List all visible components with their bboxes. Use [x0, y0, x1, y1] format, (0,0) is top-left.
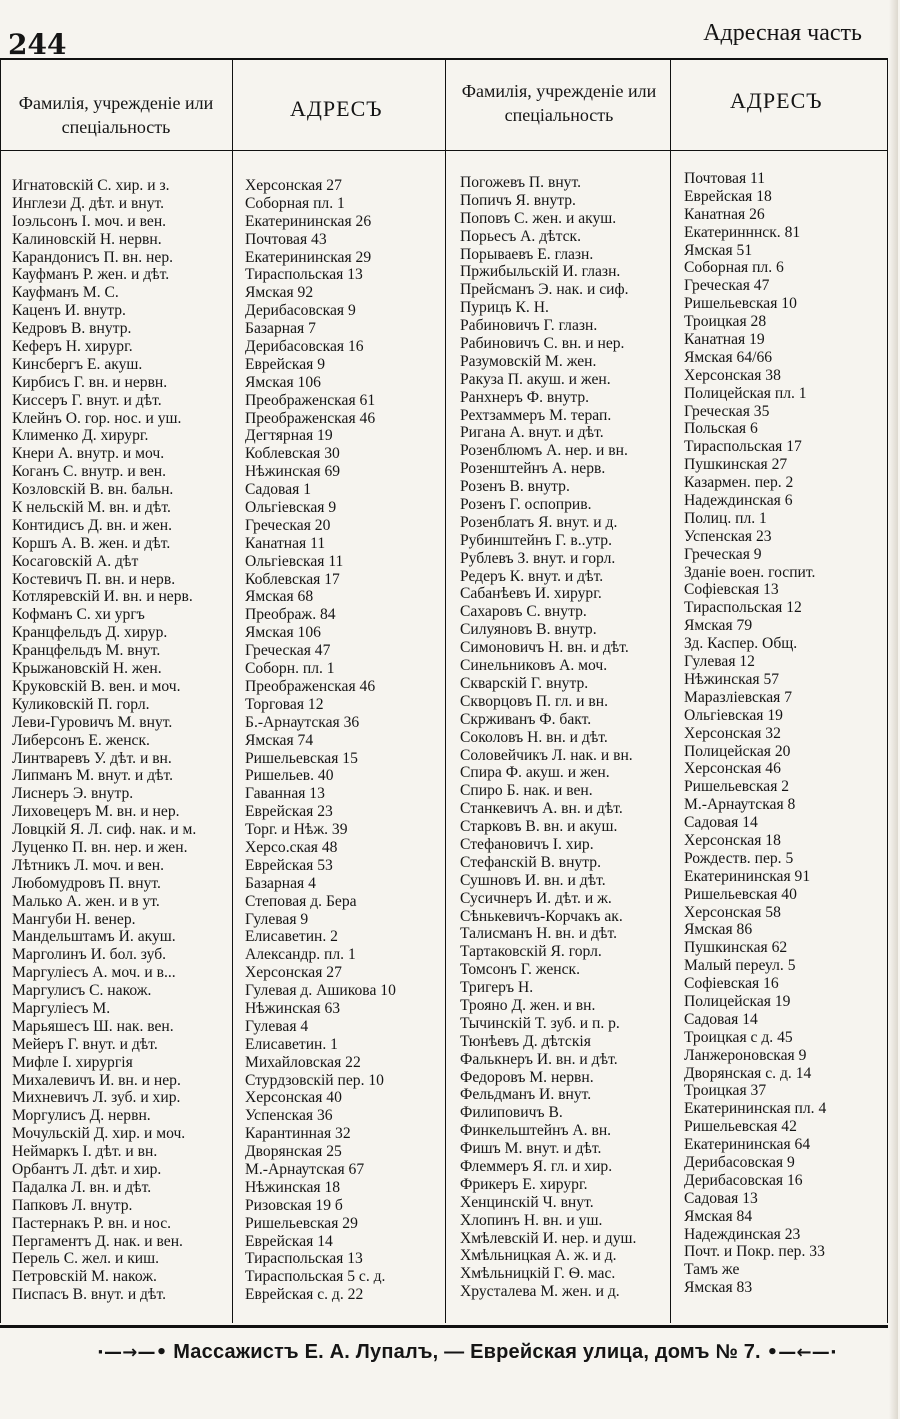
directory-address: Степовая д. Бера — [245, 892, 357, 910]
directory-name: Порьесъ А. дѣтск. — [460, 227, 582, 245]
directory-address: Херсонская 27 — [245, 177, 342, 194]
directory-address: Полицейская 19 — [684, 992, 791, 1010]
directory-address: Тираспольская 13 — [245, 1250, 363, 1268]
directory-address: Греческая 9 — [684, 545, 762, 563]
directory-name: Игнатовскій С. хир. и з. — [12, 177, 170, 194]
running-head: Адресная часть — [703, 20, 862, 46]
directory-name: Флеммеръ Я. гл. и хир. — [460, 1157, 613, 1175]
directory-address: Тамъ же — [684, 1261, 740, 1279]
left-border — [0, 58, 1, 1323]
directory-address: Греческая 47 — [684, 277, 770, 295]
advertisement — [82, 1341, 852, 1364]
directory-name: Клименко Д. хирург. — [12, 427, 149, 445]
directory-address: М.-Арнаутская 67 — [245, 1160, 365, 1178]
column-divider-2 — [445, 58, 446, 1323]
directory-address: Троицкая 37 — [684, 1082, 767, 1100]
page-number: 244 — [8, 28, 67, 61]
directory-address: Нѣжинская 57 — [684, 670, 780, 688]
directory-address: Ришельевская 15 — [245, 749, 358, 767]
directory-name: Спиро Б. нак. и вен. — [460, 782, 593, 800]
left-addresses-column — [245, 177, 441, 1304]
directory-name: Хмѣльницкій Г. Ѳ. мас. — [460, 1265, 616, 1283]
directory-name: Малько А. жен. и в ут. — [12, 892, 160, 910]
directory-name: Леви-Гуровичъ М. внут. — [12, 713, 173, 731]
directory-address: Ямская 79 — [684, 617, 753, 635]
directory-name: Писпасъ В. внут. и дѣт. — [12, 1286, 167, 1304]
advertisement-text: Массажистъ Е. А. Лупалъ, — Еврейская улица, домъ № 7. — [173, 1341, 761, 1363]
directory-name: Михневичъ Л. зуб. и хир. — [12, 1089, 181, 1107]
directory-name: Спира Ф. акуш. и жен. — [460, 764, 610, 782]
directory-address: Ольгіевская 19 — [684, 706, 783, 724]
directory-address: Надеждинская 6 — [684, 492, 793, 510]
directory-name: Рабиновичъ С. вн. и нер. — [460, 335, 625, 353]
directory-address: Ришельевская 2 — [684, 778, 790, 796]
right-addresses-column — [684, 170, 882, 1297]
directory-name: Лиховецеръ М. вн. и нер. — [12, 803, 180, 821]
directory-address: Торговая 12 — [245, 695, 324, 713]
directory-address: Базарная 7 — [245, 320, 316, 338]
directory-address: Херсонская 38 — [684, 366, 781, 384]
directory-address: Пушкинская 62 — [684, 939, 788, 957]
directory-name: Моргулисъ Д. нервн. — [12, 1107, 151, 1125]
directory-address: Базарная 4 — [245, 874, 316, 892]
directory-address: Троицкая 28 — [684, 313, 767, 331]
directory-address: Садовая 14 — [684, 1010, 758, 1028]
directory-address: Греческая 20 — [245, 516, 331, 534]
directory-address: Преображ. 84 — [245, 606, 336, 624]
directory-address: Михайловская 22 — [245, 1053, 361, 1071]
directory-address: Преображенская 61 — [245, 391, 376, 409]
directory-name: Пастернакъ Р. вн. и нос. — [12, 1214, 172, 1232]
directory-name: Мейеръ Г. внут. и дѣт. — [12, 1035, 158, 1053]
left-name-heading: Фамилія, учрежденіе или спеціальность — [18, 93, 214, 137]
directory-name: Кауфманъ М. С. — [12, 284, 119, 302]
directory-name: Розенъ Г. оспоприв. — [460, 496, 592, 514]
directory-name: Прейсманъ Э. нак. и сиф. — [460, 281, 629, 299]
directory-address: Софіевская 16 — [684, 975, 779, 993]
column-divider-1 — [232, 58, 233, 1323]
directory-address: Нѣжинская 18 — [245, 1178, 341, 1196]
directory-address: Тираспольская 13 — [245, 266, 363, 284]
left-names-column — [12, 177, 226, 1304]
directory-address: Зд. Каспер. Общ. — [684, 635, 798, 653]
directory-address: Херсонская 18 — [684, 831, 781, 849]
directory-name: Кауфманъ Р. жен. и дѣт. — [12, 266, 170, 284]
directory-name: Маргуліесъ М. — [12, 999, 111, 1017]
directory-address: Екатерининская 91 — [684, 867, 811, 885]
left-ornament: ·—→—• — [97, 1342, 168, 1363]
directory-address: Херсонская 46 — [684, 760, 781, 778]
directory-name: Неймаркъ І. дѣт. и вн. — [12, 1143, 158, 1161]
column-divider-3 — [670, 58, 671, 1323]
directory-name: Хенцинскій Ч. внут. — [460, 1193, 594, 1211]
directory-name: Рехтзаммеръ М. терап. — [460, 406, 612, 424]
directory-address: Преображенская 46 — [245, 409, 376, 427]
directory-address: Тираспольская 17 — [684, 438, 802, 456]
directory-address: Гулевая 9 — [245, 910, 309, 928]
directory-name: Сушновъ И. вн. и дѣт. — [460, 871, 606, 889]
directory-address: Еврейская 53 — [245, 856, 333, 874]
directory-address: Дерибасовская 9 — [245, 302, 356, 320]
directory-address: Ланжероновская 9 — [684, 1046, 807, 1064]
directory-name: Косаговскій А. дѣт — [12, 552, 139, 570]
directory-address: Пушкинская 27 — [684, 456, 788, 474]
directory-address: Троицкая с д. 45 — [684, 1028, 793, 1046]
directory-name: Куликовскій П. горл. — [12, 695, 150, 713]
directory-address: Б.-Арнаутская 36 — [245, 713, 360, 731]
directory-address: Рождеств. пер. 5 — [684, 849, 794, 867]
directory-name: Пржибыльскій И. глазн. — [460, 263, 621, 281]
directory-address: Торг. и Нѣж. 39 — [245, 821, 348, 839]
directory-address: Ямская 64/66 — [684, 348, 773, 366]
directory-address: Ришельевская 40 — [684, 885, 797, 903]
directory-address: Софіевская 13 — [684, 581, 779, 599]
directory-name: Котляревскій И. вн. и нерв. — [12, 588, 193, 606]
directory-name: Скварскій Г. внутр. — [460, 674, 589, 692]
header-rule — [0, 150, 888, 151]
right-address-heading: АДРЕСЪ — [730, 88, 823, 113]
directory-address: Канатная 11 — [245, 534, 326, 552]
directory-name: Ранхнеръ Ф. внутр. — [460, 388, 590, 406]
directory-name: Пергаментъ Д. нак. и вен. — [12, 1232, 183, 1250]
directory-name: Тычинскій Т. зуб. и п. р. — [460, 1014, 620, 1032]
directory-address: Екатерининская 29 — [245, 248, 372, 266]
directory-name: Попичъ Я. внутр. — [460, 191, 576, 209]
directory-name: Крыжановскій Н. жен. — [12, 660, 162, 678]
directory-name: Орбантъ Л. дѣт. и хир. — [12, 1160, 162, 1178]
directory-address: Дворянская с. д. 14 — [684, 1064, 812, 1082]
directory-address: Преображенская 46 — [245, 677, 376, 695]
directory-name: Калиновскій Н. нервн. — [12, 230, 162, 248]
left-address-heading: АДРЕСЪ — [290, 96, 383, 121]
directory-address: Садовая 13 — [684, 1189, 758, 1207]
directory-address: Успенская 36 — [245, 1107, 333, 1125]
directory-address: Ришельев. 40 — [245, 767, 334, 785]
directory-name: Ригана А. внут. и дѣт. — [460, 424, 604, 442]
directory-name: Козловскій В. вн. бальн. — [12, 481, 174, 499]
directory-name: Порываевъ Е. глазн. — [460, 245, 594, 263]
directory-address: Греческая 47 — [245, 642, 331, 660]
directory-address: Тираспольская 12 — [684, 599, 802, 617]
directory-address: Садовая 14 — [684, 814, 758, 832]
directory-address: Ришельевская 42 — [684, 1118, 797, 1136]
directory-name: Маргулисъ С. накож. — [12, 982, 152, 1000]
directory-name: Скрживанъ Ф. бакт. — [460, 710, 592, 728]
directory-name: Погожевъ П. внут. — [460, 174, 582, 191]
directory-name: Рубинштейнъ Г. в..утр. — [460, 531, 612, 549]
directory-name: Перель С. жел. и киш. — [12, 1250, 160, 1268]
directory-address: Нѣжинская 69 — [245, 463, 341, 481]
directory-address: Коблевская 30 — [245, 445, 340, 463]
directory-address: Казармен. пер. 2 — [684, 474, 794, 492]
directory-address: Ришельевская 10 — [684, 295, 797, 313]
directory-address: Гулевая д. Ашикова 10 — [245, 982, 396, 1000]
directory-name: Силуяновъ В. внутр. — [460, 621, 597, 639]
directory-address: Стурдзовскій пер. 10 — [245, 1071, 384, 1089]
directory-name: Кнери А. внутр. и моч. — [12, 445, 165, 463]
directory-name: Михалевичъ И. вн. и нер. — [12, 1071, 181, 1089]
directory-name: Либерсонъ Е. женск. — [12, 731, 150, 749]
directory-address: Малый переул. 5 — [684, 957, 796, 975]
directory-name: Лѣтникъ Л. моч. и вен. — [12, 856, 165, 874]
directory-address: Ямская 86 — [684, 921, 753, 939]
directory-address: Соборная пл. 6 — [684, 259, 784, 277]
directory-address: Греческая 35 — [684, 402, 770, 420]
directory-name: Ловцкій Я. Л. сиф. нак. и м. — [12, 821, 197, 839]
directory-address: Екатерининская пл. 4 — [684, 1100, 827, 1118]
directory-name: Костевичъ П. вн. и нерв. — [12, 570, 176, 588]
directory-name: Федоровъ М. нервн. — [460, 1068, 594, 1086]
directory-address: Канатная 26 — [684, 205, 765, 223]
directory-name: Поповъ С. жен. и акуш. — [460, 209, 617, 227]
directory-name: Розенблюмъ А. нер. и вн. — [460, 442, 628, 460]
footer-rule — [0, 1326, 888, 1328]
directory-name: Сѣнькевичъ-Корчакъ ак. — [460, 907, 623, 925]
directory-address: Зданіе воен. госпит. — [684, 563, 816, 581]
directory-name: Кирбисъ Г. вн. и нервн. — [12, 373, 168, 391]
directory-name: Любомудровъ П. внут. — [12, 874, 161, 892]
directory-name: Синельниковъ А. моч. — [460, 657, 608, 675]
directory-address: Садовая 1 — [245, 481, 311, 499]
directory-name: Коршъ А. В. жен. и дѣт. — [12, 534, 171, 552]
directory-address: Александр. пл. 1 — [245, 946, 356, 964]
directory-address: Карантинная 32 — [245, 1125, 351, 1143]
directory-name: Клейнъ О. гор. нос. и уш. — [12, 409, 182, 427]
directory-name: Кофманъ С. хи ургъ — [12, 606, 145, 624]
directory-address: Тираспольская 5 с. д. — [245, 1268, 386, 1286]
directory-address: Ямская 74 — [245, 731, 314, 749]
directory-address: Ямская 106 — [245, 373, 321, 391]
directory-address: Еврейская 23 — [245, 803, 333, 821]
directory-address: Херсонская 32 — [684, 724, 781, 742]
directory-address: Херсонская 40 — [245, 1089, 342, 1107]
directory-name: Сабанѣевъ И. хирург. — [460, 585, 602, 603]
directory-address: Ямская 92 — [245, 284, 314, 302]
directory-name: Липманъ М. внут. и дѣт. — [12, 767, 174, 785]
directory-address: Дерибасовская 9 — [684, 1153, 795, 1171]
directory-name: Фрикеръ Е. хирург. — [460, 1175, 588, 1193]
directory-name: Рабиновичъ Г. глазн. — [460, 317, 598, 335]
directory-name: Линтваревъ У. дѣт. и вн. — [12, 749, 172, 767]
directory-address: Соборная пл. 1 — [245, 194, 345, 212]
directory-name: Кедровъ В. внутр. — [12, 320, 132, 338]
directory-name: Соловейчикъ Л. нак. и вн. — [460, 746, 633, 764]
directory-name: Сахаровъ С. внутр. — [460, 603, 587, 621]
directory-address: Надеждинская 23 — [684, 1225, 801, 1243]
directory-address: Ришельевская 29 — [245, 1214, 358, 1232]
directory-name: Разумовскій М. жен. — [460, 352, 597, 370]
directory-address: Дегтярная 19 — [245, 427, 333, 445]
directory-name: Марголинъ И. бол. зуб. — [12, 946, 167, 964]
directory-name: Мифле І. хирургія — [12, 1053, 133, 1071]
directory-address: Еврейская с. д. 22 — [245, 1286, 364, 1304]
directory-name: Розенблатъ Я. внут. и д. — [460, 513, 618, 531]
directory-name: Филиповичъ В. — [460, 1104, 563, 1122]
directory-name: Круковскій В. вен. и моч. — [12, 677, 181, 695]
directory-address: Польская 6 — [684, 420, 758, 438]
directory-name: Киссеръ Г. внут. и дѣт. — [12, 391, 162, 409]
directory-name: Хмѣлевскій И. нер. и душ. — [460, 1229, 637, 1247]
directory-name: Маргуліесъ А. моч. и в... — [12, 964, 176, 982]
directory-name: Кеферъ Н. хирург. — [12, 338, 133, 356]
directory-address: Елисаветин. 2 — [245, 928, 338, 946]
directory-name: Редеръ К. внут. и дѣт. — [460, 567, 604, 585]
directory-name: Кинсбергъ Е. акуш. — [12, 355, 143, 373]
directory-address: Ямская 106 — [245, 624, 321, 642]
directory-address: Маразліевская 7 — [684, 688, 793, 706]
directory-address: Херсонская 27 — [245, 964, 342, 982]
directory-name: Коганъ С. внутр. и вен. — [12, 463, 167, 481]
directory-address: Ямская 83 — [684, 1279, 753, 1297]
directory-address: Соборн. пл. 1 — [245, 660, 335, 678]
directory-address: Почт. и Покр. пер. 33 — [684, 1243, 825, 1261]
directory-address: Полицейская пл. 1 — [684, 384, 807, 402]
directory-name: Мандельштамъ И. акуш. — [12, 928, 176, 946]
directory-name: К нельскій М. вн. и дѣт. — [12, 499, 171, 517]
directory-address: Дерибасовская 16 — [245, 338, 364, 356]
directory-address: Херсо.ская 48 — [245, 838, 338, 856]
directory-name: Карандонисъ П. вн. нер. — [12, 248, 174, 266]
directory-address: Еврейская 14 — [245, 1232, 333, 1250]
directory-address: Почтовая 43 — [245, 230, 327, 248]
directory-name: Тюнѣевъ Д. дѣтскія — [460, 1032, 591, 1050]
directory-name: Пурицъ К. Н. — [460, 299, 549, 317]
directory-address: Полиц. пл. 1 — [684, 509, 767, 527]
directory-name: Іоэльсонъ І. моч. и вен. — [12, 212, 167, 230]
directory-name: Скворцовъ П. гл. и вн. — [460, 692, 608, 710]
directory-name: Мочульскій Д. хир. и моч. — [12, 1125, 186, 1143]
directory-address: Полицейская 20 — [684, 742, 791, 760]
directory-address: Почтовая 11 — [684, 170, 766, 187]
directory-address: Дерибасовская 16 — [684, 1171, 803, 1189]
directory-address: Коблевская 17 — [245, 570, 340, 588]
directory-name: Лиснеръ Э. внутр. — [12, 785, 134, 803]
directory-address: Гаванная 13 — [245, 785, 325, 803]
directory-name: Мангуби Н. венер. — [12, 910, 136, 928]
directory-name: Папковъ Л. внутр. — [12, 1196, 133, 1214]
right-name-heading: Фамилія, учрежденіе или спеціальность — [461, 81, 657, 125]
directory-name: Петровскій М. накож. — [12, 1268, 157, 1286]
directory-name: Фишъ М. внут. и дѣт. — [460, 1140, 602, 1158]
directory-name: Тартаковскій Я. горл. — [460, 943, 602, 961]
directory-address: Екатерининская 26 — [245, 212, 372, 230]
directory-name: Фалькнеръ И. вн. и дѣт. — [460, 1050, 618, 1068]
directory-address: Ямская 84 — [684, 1207, 753, 1225]
directory-address: Гулевая 12 — [684, 653, 755, 671]
directory-name: Марьяшесъ Ш. нак. вен. — [12, 1017, 174, 1035]
directory-address: Ризовская 19 б — [245, 1196, 343, 1214]
page-edge — [889, 0, 898, 1419]
directory-address: Канатная 19 — [684, 331, 765, 349]
directory-address: Ямская 51 — [684, 241, 753, 259]
directory-address: Нѣжинская 63 — [245, 999, 341, 1017]
right-ornament: •—←—· — [766, 1342, 837, 1363]
directory-address: Елисаветин. 1 — [245, 1035, 338, 1053]
directory-name: Каценъ И. внутр. — [12, 302, 126, 320]
directory-name: Стефановичъ І. хир. — [460, 835, 594, 853]
directory-name: Соколовъ Н. вн. и дѣт. — [460, 728, 608, 746]
directory-address: Ольгіевская 11 — [245, 552, 344, 570]
directory-name: Хмѣльницкая А. ж. и д. — [460, 1247, 617, 1265]
right-border — [887, 58, 888, 1323]
right-names-column — [460, 174, 670, 1301]
directory-address: Херсонская 58 — [684, 903, 781, 921]
directory-name: Кранцфельдъ М. внут. — [12, 642, 161, 660]
directory-name: Томсонъ Г. женск. — [460, 961, 581, 979]
directory-name: Луценко П. вн. нер. и жен. — [12, 838, 188, 856]
directory-name: Розенъ В. внутр. — [460, 478, 570, 496]
directory-name: Контидисъ Д. вн. и жен. — [12, 516, 173, 534]
directory-name: Рублевъ З. внут. и горл. — [460, 549, 616, 567]
directory-name: Падалка Л. вн. и дѣт. — [12, 1178, 152, 1196]
directory-name: Хрусталева М. жен. и д. — [460, 1283, 620, 1301]
directory-name: Стефанскій В. внутр. — [460, 853, 601, 871]
directory-address: Ольгіевская 9 — [245, 499, 337, 517]
directory-name: Финкельштейнъ А. вн. — [460, 1122, 612, 1140]
directory-name: Трояно Д. жен. и вн. — [460, 996, 596, 1014]
directory-name: Хлопинъ Н. вн. и уш. — [460, 1211, 603, 1229]
directory-address: Гулевая 4 — [245, 1017, 309, 1035]
directory-address: Дворянская 25 — [245, 1143, 342, 1161]
directory-name: Сусичнеръ И. дѣт. и ж. — [460, 889, 612, 907]
directory-name: Розенштейнъ А. нерв. — [460, 460, 606, 478]
directory-name: Симоновичъ Н. вн. и дѣт. — [460, 639, 629, 657]
directory-address: Успенская 23 — [684, 527, 772, 545]
directory-address: Еврейская 18 — [684, 187, 772, 205]
directory-address: Еврейская 9 — [245, 355, 326, 373]
directory-address: Ямская 68 — [245, 588, 314, 606]
directory-address: М.-Арнаутская 8 — [684, 796, 796, 814]
directory-name: Тригеръ Н. — [460, 979, 534, 997]
directory-name: Станкевичъ А. вн. и дѣт. — [460, 800, 623, 818]
directory-address: Екатеринннск. 81 — [684, 223, 801, 241]
directory-name: Талисманъ Н. вн. и дѣт. — [460, 925, 617, 943]
directory-name: Ракуза П. акуш. и жен. — [460, 370, 611, 388]
directory-address: Екатерининская 64 — [684, 1136, 811, 1154]
directory-name: Фельдманъ И. внут. — [460, 1086, 592, 1104]
directory-name: Кранцфельдъ Д. хирур. — [12, 624, 168, 642]
directory-name: Инглези Д. дѣт. и внут. — [12, 194, 165, 212]
directory-name: Старковъ В. вн. и акуш. — [460, 818, 618, 836]
